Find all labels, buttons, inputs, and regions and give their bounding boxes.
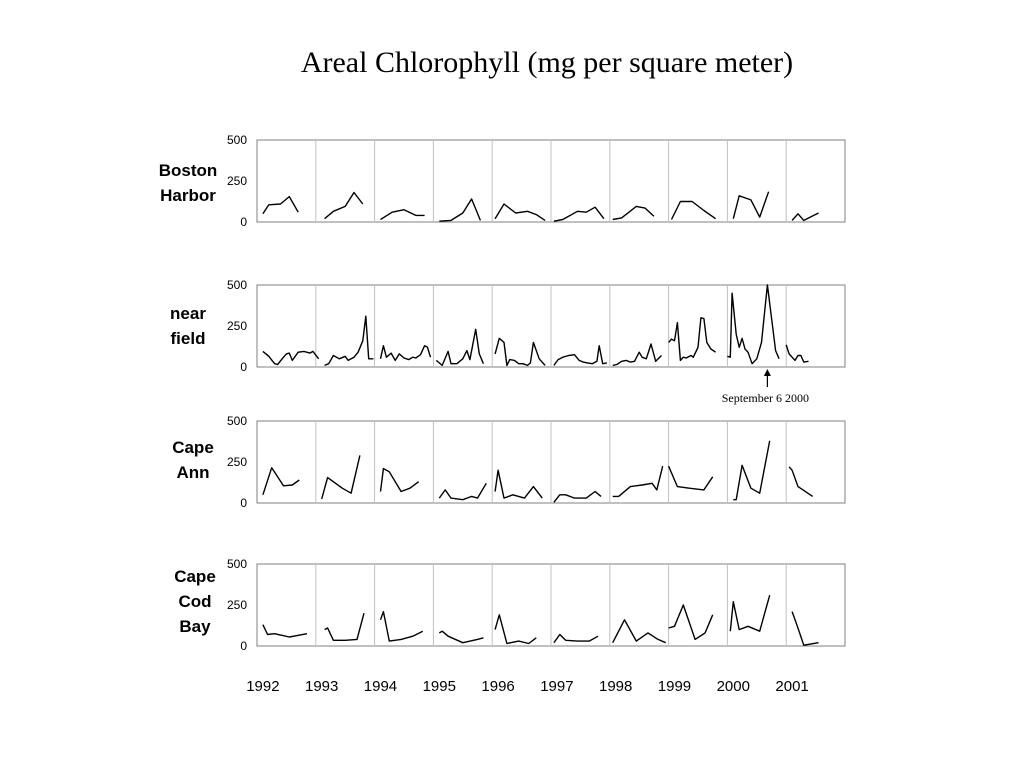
series-line — [792, 213, 818, 220]
series-line — [554, 346, 607, 366]
y-tick-label: 0 — [240, 215, 247, 229]
series-line — [381, 469, 419, 492]
panel-label: Cape — [174, 567, 216, 586]
series-line — [325, 613, 364, 640]
series-line — [322, 455, 360, 499]
year-axis — [246, 678, 809, 695]
panel-label: Ann — [176, 463, 210, 482]
series-line — [669, 466, 713, 490]
panel-label: Harbor — [160, 186, 216, 205]
series-line — [613, 206, 654, 219]
series-line — [733, 192, 768, 219]
annotation-arrow-head — [764, 369, 771, 376]
series-line — [436, 329, 483, 365]
panel-0 — [159, 133, 845, 229]
series-line — [786, 345, 808, 362]
panel-label: Bay — [179, 617, 211, 636]
x-tick-label: 1994 — [363, 678, 398, 695]
series-line — [495, 204, 545, 220]
y-tick-label: 250 — [226, 598, 247, 612]
y-tick-label: 250 — [226, 174, 247, 188]
series-line — [263, 351, 319, 364]
series-line — [495, 470, 542, 498]
series-line — [554, 492, 601, 503]
series-line — [727, 285, 779, 364]
y-tick-label: 500 — [226, 133, 247, 147]
series-line — [263, 468, 299, 495]
series-line — [613, 344, 662, 365]
y-tick-label: 0 — [240, 496, 247, 510]
series-line — [263, 625, 307, 637]
series-line — [263, 197, 298, 214]
x-tick-label: 2000 — [716, 678, 750, 695]
x-tick-label: 2001 — [775, 678, 809, 695]
series-line — [381, 210, 425, 220]
series-line — [325, 193, 363, 219]
y-tick-label: 0 — [240, 639, 247, 653]
series-line — [325, 316, 374, 365]
panel-label: Cod — [178, 592, 212, 611]
series-line — [730, 595, 769, 631]
series-line — [495, 615, 536, 644]
series-line — [554, 207, 604, 221]
y-tick-label: 500 — [226, 414, 247, 428]
panel-label: field — [170, 329, 206, 348]
series-line — [789, 467, 813, 497]
y-tick-label: 0 — [240, 360, 247, 374]
series-line — [439, 483, 486, 499]
series-line — [439, 199, 480, 221]
chart-title: Areal Chlorophyll (mg per square meter) — [300, 46, 794, 79]
panel-1 — [170, 278, 845, 374]
y-tick-label: 500 — [226, 278, 247, 292]
series-line — [381, 346, 431, 361]
series-line — [672, 202, 716, 220]
panel-label: near — [170, 304, 206, 323]
annotation-group — [722, 369, 809, 405]
x-tick-label: 1995 — [422, 678, 456, 695]
x-tick-label: 1998 — [598, 678, 633, 695]
x-tick-label: 1993 — [304, 678, 339, 695]
series-line — [669, 605, 713, 639]
x-tick-label: 1992 — [246, 678, 280, 695]
y-tick-label: 250 — [226, 455, 247, 469]
y-tick-label: 250 — [226, 319, 247, 333]
series-line — [439, 631, 483, 643]
x-tick-label: 1996 — [481, 678, 515, 695]
panel-label: Cape — [172, 438, 214, 457]
x-tick-label: 1997 — [540, 678, 574, 695]
x-tick-label: 1999 — [657, 678, 692, 695]
series-line — [495, 338, 545, 365]
series-line — [733, 441, 769, 500]
series-line — [669, 318, 716, 361]
series-line — [381, 612, 423, 642]
panel-2 — [172, 414, 845, 510]
annotation-label: September 6 2000 — [721, 391, 810, 405]
y-tick-label: 500 — [226, 557, 247, 571]
series-line — [554, 635, 598, 643]
panel-3 — [174, 557, 845, 653]
panel-label: Boston — [158, 161, 218, 180]
series-line — [792, 612, 818, 646]
series-line — [613, 620, 666, 643]
series-line — [613, 466, 663, 496]
